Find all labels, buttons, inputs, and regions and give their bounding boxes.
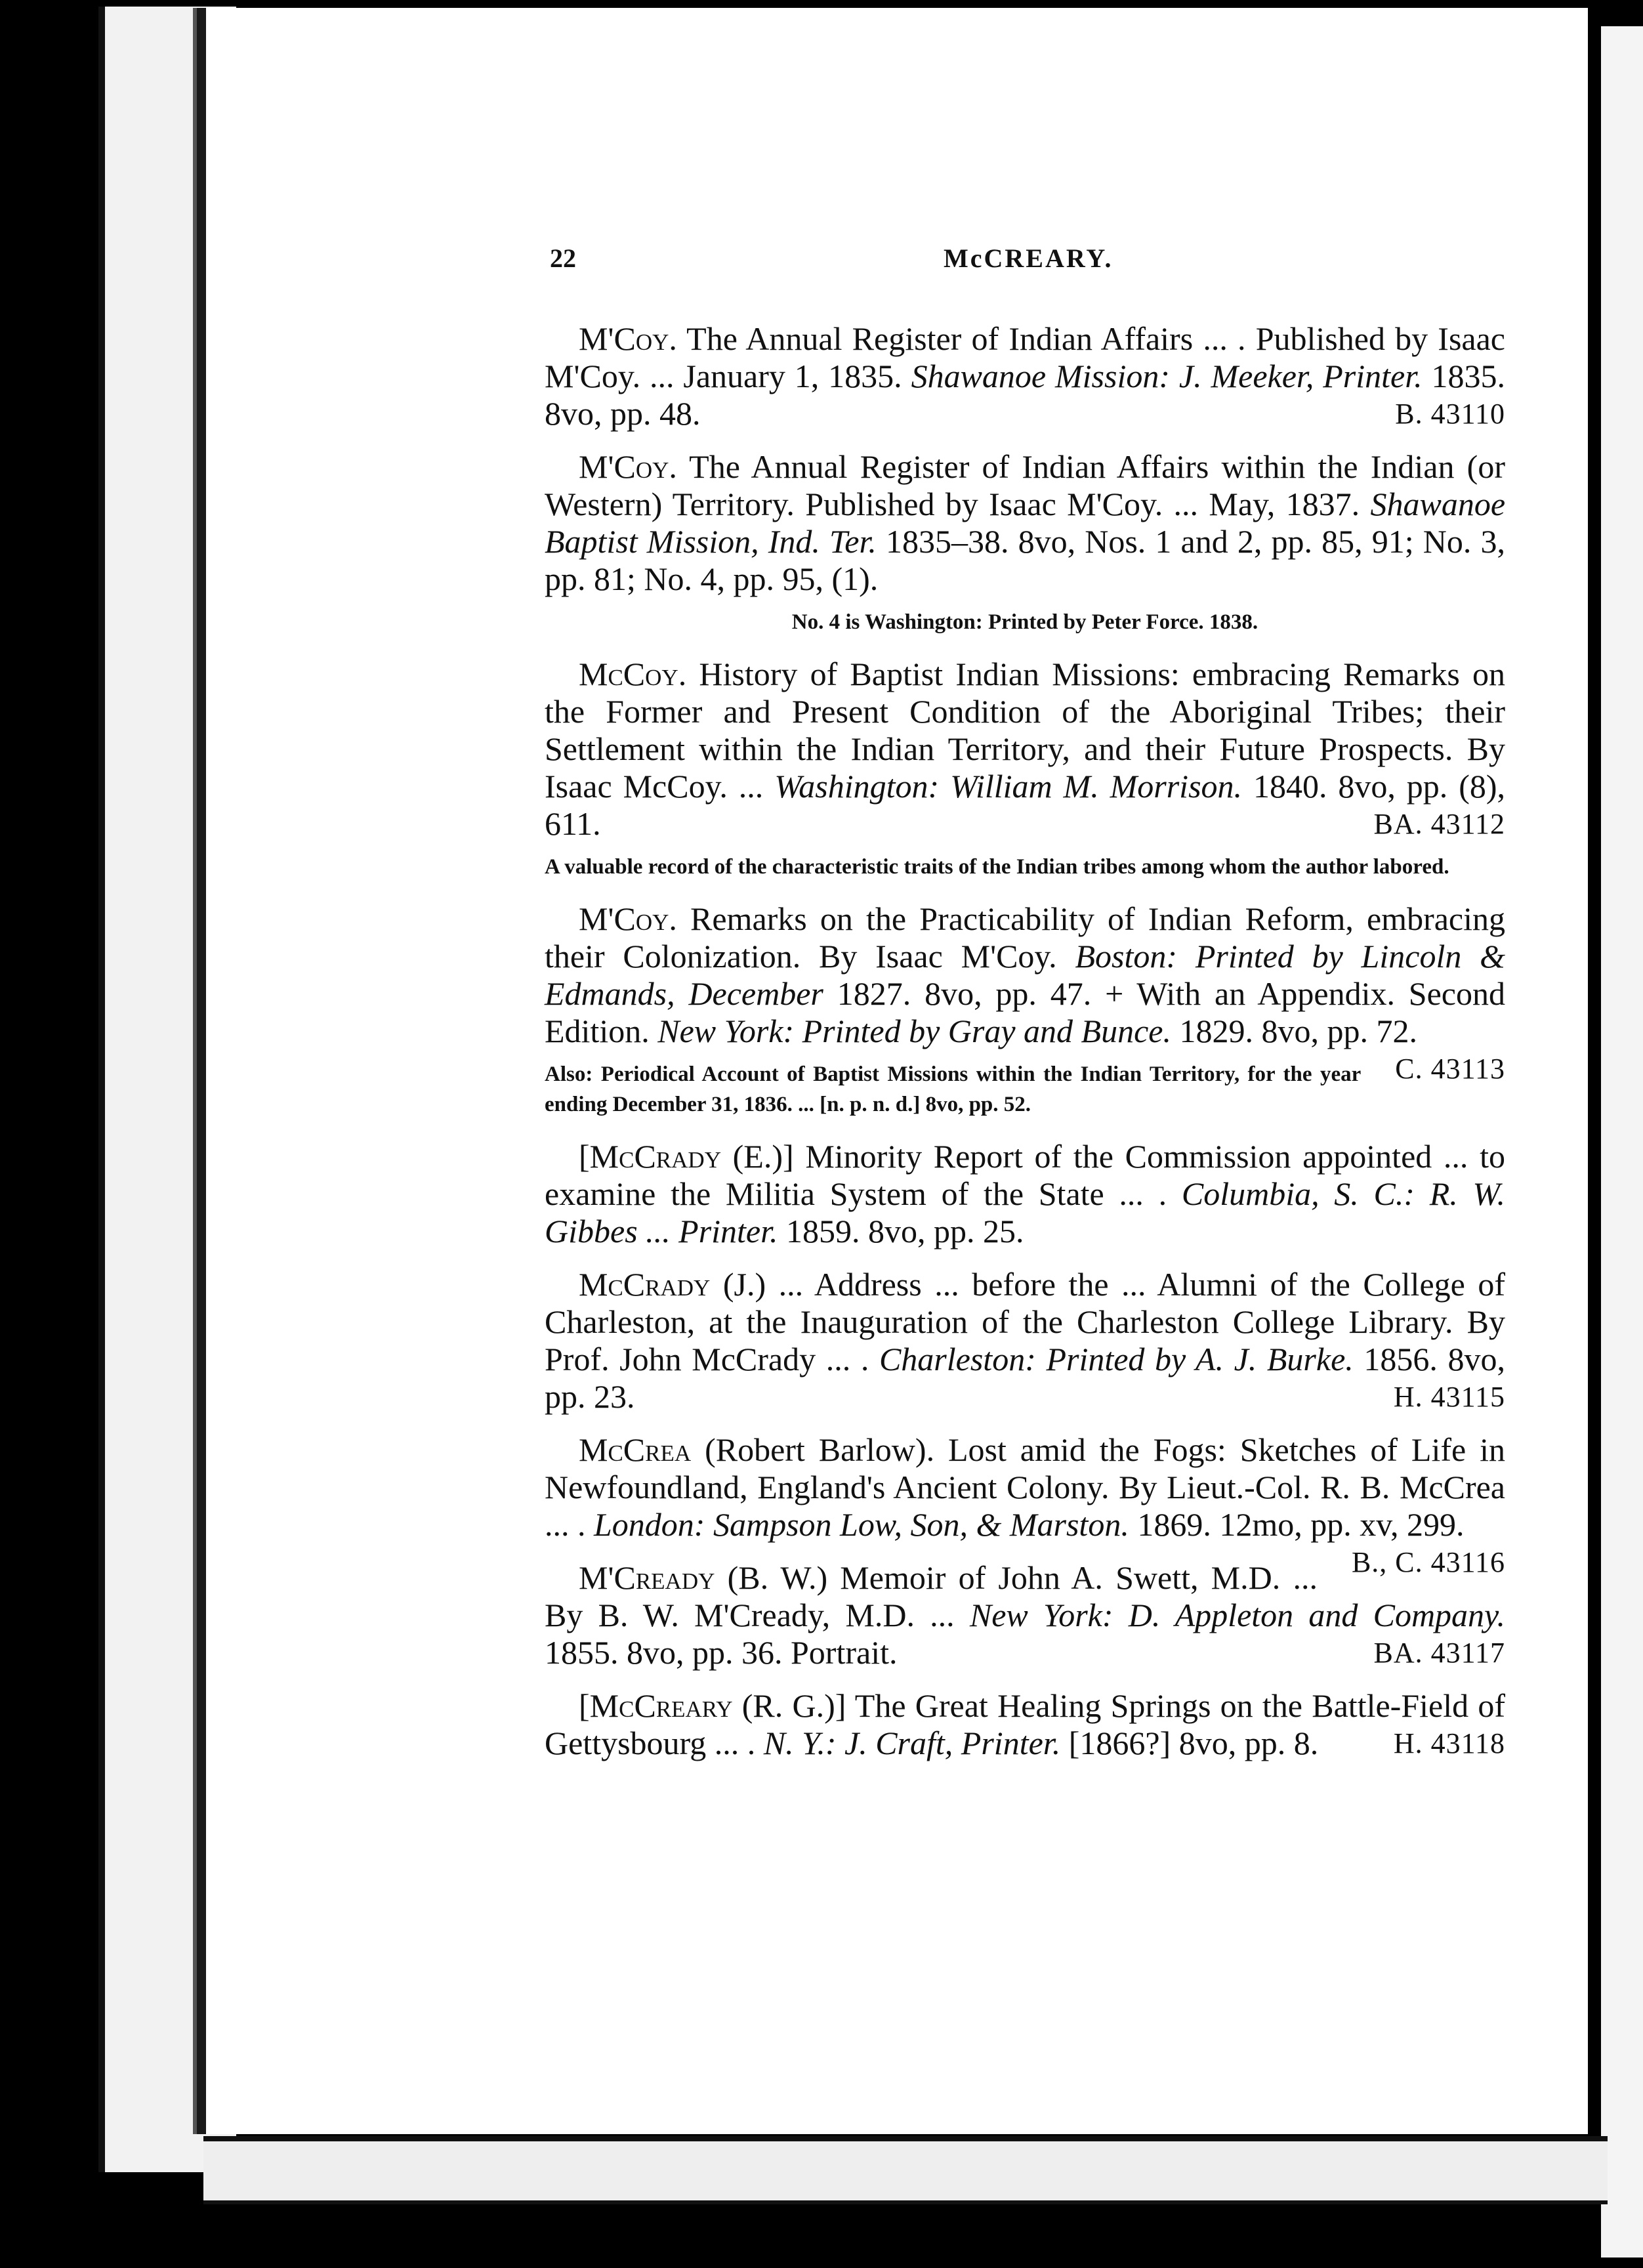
bibliography-entry: [McCreary (R. G.)] The Great Healing Springs on the Battle-Field of Gettysbourg ... . N. Y.: J. Craft, Printer. [1866?] 8vo, pp. 8. H. 43118	[545, 1687, 1506, 1761]
entry-note: Also: Periodical Account of Baptist Missions within the Indian Territory, for the year ending December 31, 1836. ... [n. p. n. d.] 8vo, pp. 52.	[545, 1062, 1362, 1116]
running-title: McCREARY.	[944, 243, 1113, 273]
bibliography-entry: McCoy. History of Baptist Indian Missions: embracing Remarks on the Former and Present Condition of the Aboriginal Tribes; their Settlement within the Indian Territory, and their Future Prospects. By Isaac McCoy. ... Washington: William M. Morrison. 1840. 8vo, pp. (8), 611. BA. 43112	[545, 656, 1506, 842]
catalog-number: BA. 43112	[1373, 808, 1505, 840]
bibliography-entry: [McCrady (E.)] Minority Report of the Commission appointed ... to examine the Militia System of the State ... . Columbia, S. C.: R. W. Gibbes ... Printer. 1859. 8vo, pp. 25.	[545, 1138, 1505, 1250]
bibliography-entry: M'Coy. The Annual Register of Indian Affairs within the Indian (or Western) Territory. Published by Isaac M'Coy. ... May, 1837. Shawanoe Baptist Mission, Ind. Ter. 1835–38. 8vo, Nos. 1 and 2, pp. 85, 91; No. 3, pp. 81; No. 4, pp. 95, (1).	[545, 448, 1506, 597]
running-header	[550, 243, 1495, 276]
catalog-number: H. 43115	[1393, 1381, 1505, 1413]
bibliography-entry: McCrady (J.) ... Address ... before the ... Alumni of the College of Charleston, at the Inauguration of the Charleston College Library. By Prof. John McCrady ... . Charleston: Printed by A. J. Burke. 1856. 8vo, pp. 23. H. 43115	[545, 1266, 1505, 1415]
page-number: 22	[550, 243, 576, 273]
bibliography-entry: McCrea (Robert Barlow). Lost amid the Fogs: Sketches of Life in Newfoundland, England's Ancient Colony. By Lieut.-Col. R. B. McCrea ... . London: Sampson Low, Son, & Marston. 1869. 12mo, pp. xv, 299. B., C. 43116	[545, 1431, 1505, 1544]
catalog-number: B. 43110	[1395, 398, 1505, 430]
catalog-number: BA. 43117	[1373, 1637, 1505, 1669]
bibliography-entry: M'Coy. The Annual Register of Indian Affairs ... . Published by Isaac M'Coy. ... January 1, 1835. Shawanoe Mission: J. Meeker, Printer. 1835. 8vo, pp. 48. B. 43110	[545, 320, 1506, 432]
entry-note: A valuable record of the characteristic traits of the Indian tribes among whom the author labored.	[545, 855, 1449, 879]
catalog-number: B., C. 43116	[1351, 1546, 1505, 1578]
bibliography-entry: M'Coy. Remarks on the Practicability of Indian Reform, embracing their Colonization. By Isaac M'Coy. Boston: Printed by Lincoln & Edmands, December 1827. 8vo, pp. 47. + With an Appendix. Second Edition. New York: Printed by Gray and Bunce. 1829. 8vo, pp. 72. C. 43113	[545, 900, 1505, 1050]
next-page-edge	[1601, 26, 1643, 2258]
catalog-number: H. 43118	[1393, 1727, 1505, 1759]
bibliography-content	[545, 320, 1505, 1778]
bibliography-entry: M'Cready (B. W.) Memoir of John A. Swett, M.D. ... By B. W. M'Cready, M.D. ... New York: D. Appleton and Company. 1855. 8vo, pp. 36. Portrait. BA. 43117	[545, 1559, 1505, 1671]
page-bottom-edge	[203, 2136, 1608, 2204]
catalog-number: C. 43113	[1395, 1053, 1505, 1085]
entry-note: No. 4 is Washington: Printed by Peter Force. 1838.	[791, 610, 1258, 634]
